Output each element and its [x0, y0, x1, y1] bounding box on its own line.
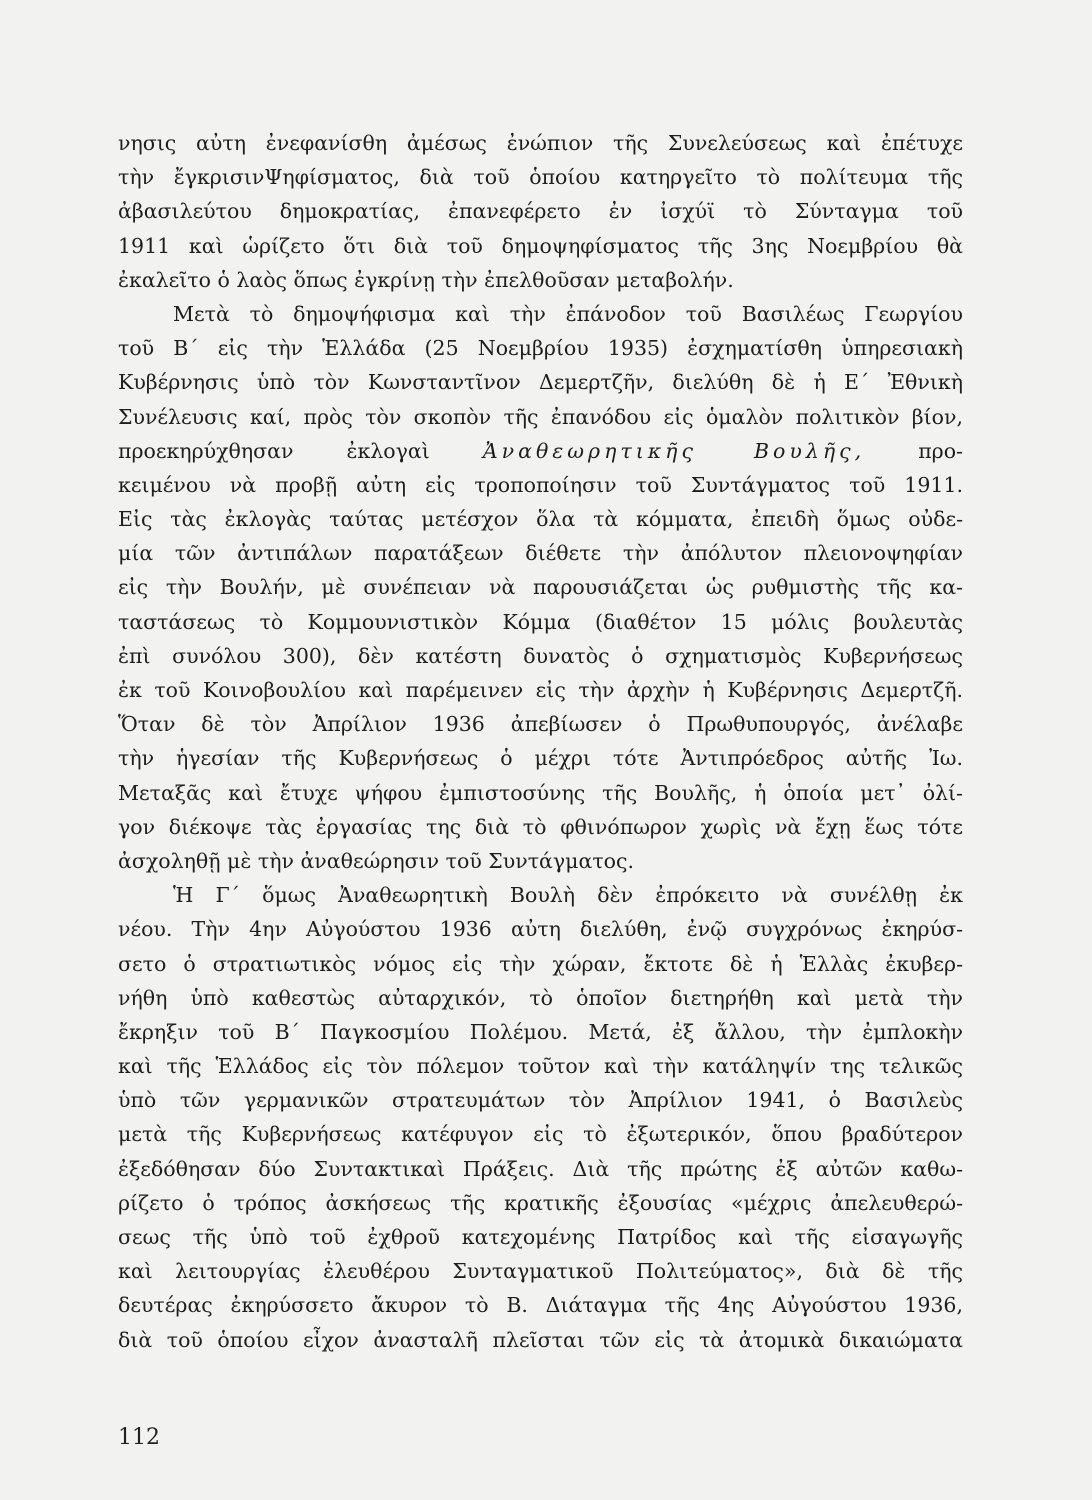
text-line: κειμένου νὰ προβῇ αὐτη εἰς τροποποίησιν τοῦ Συντάγματος τοῦ 1911. [118, 472, 963, 497]
text-line: μετὰ τῆς Κυβερνήσεως κατέφυγον εἰς τὸ ἐξωτερικόν, ὅπου βραδύτερον [118, 1122, 963, 1147]
text-line: Μεταξᾶς καὶ ἔτυχε ψήφου ἐμπιστοσύνης τῆς Βουλῆς, ἡ ὁποία μετ᾽ ὀλί- [118, 780, 963, 805]
text-line: Συνέλευσις καί, πρὸς τὸν σκοπὸν τῆς ἐπανόδου εἰς ὁμαλὸν πολιτικὸν βίον, [118, 404, 963, 429]
text-line: ταστάσεως τὸ Κομμουνιστικὸν Κόμμα (διαθέτον 15 μόλις βουλευτὰς [118, 609, 963, 634]
text-line: 1911 καὶ ὡρίζετο ὅτι διὰ τοῦ δημοψηφίσματος τῆς 3ης Νοεμβρίου θὰ [118, 233, 963, 258]
text-line: Κυβέρνησις ὑπὸ τὸν Κωνσταντῖνον Δεμερτζῆν, διελύθη δὲ ἡ Ε΄ Ἐθνικὴ [118, 370, 963, 395]
text-line: Ὅταν δὲ τὸν Ἀπρίλιον 1936 ἀπεβίωσεν ὁ Πρωθυπουργός, ἀνέλαβε [118, 712, 963, 737]
text-line: μία τῶν ἀντιπάλων παρατάξεων διέθετε τὴν ἀπόλυτον πλειονοψηφίαν [118, 541, 963, 566]
text-line: σετο ὁ στρατιωτικὸς νόμος εἰς τὴν χώραν, ἔκτοτε δὲ ἡ Ἑλλὰς ἐκυβερ- [118, 951, 963, 976]
text-line: ἐκ τοῦ Κοινοβουλίου καὶ παρέμεινεν εἰς τὴν ἀρχὴν ἡ Κυβέρνησις Δεμερτζῆ. [118, 678, 963, 702]
text-line: Μετὰ τὸ δημοψήφισμα καὶ τὴν ἐπάνοδον τοῦ Βασιλέως Γεωργίου [173, 301, 963, 326]
text-line: νέου. Τὴν 4ην Αὐγούστου 1936 αὐτη διελύθη, ἐνῷ συγχρόνως ἐκηρύσ- [118, 917, 963, 942]
text-line: ἐξεδόθησαν δύο Συντακτικαὶ Πράξεις. Διὰ τῆς πρώτης ἐξ αὐτῶν καθω- [118, 1156, 963, 1181]
text-line: τὴν ἡγεσίαν τῆς Κυβερνήσεως ὁ μέχρι τότε Ἀντιπρόεδρος αὐτῆς Ἰω. [118, 746, 963, 771]
text-line: γον διέκοψε τὰς ἐργασίας της διὰ τὸ φθινόπωρον χωρὶς νὰ ἔχῃ ἕως τότε [118, 814, 963, 839]
text-line: καὶ λειτουργίας ἐλευθέρου Συνταγματικοῦ Πολιτεύματος», διὰ δὲ τῆς [118, 1259, 963, 1284]
text-line: ἀβασιλεύτου δημοκρατίας, ἐπανεφέρετο ἐν ἰσχύϊ τὸ Σύνταγμα τοῦ [118, 199, 963, 224]
text-line: Εἰς τὰς ἐκλογὰς ταύτας μετέσχον ὅλα τὰ κόμματα, ἐπειδὴ ὅμως οὐδε- [118, 507, 963, 532]
emphasized-text: Ἀναθεωρητικῆς Βουλῆς, [482, 438, 866, 463]
text-line: ἀσχοληθῇ μὲ τὴν ἀναθεώρησιν τοῦ Συντάγματος. [118, 848, 634, 873]
text-line: τὴν ἔγκρισινΨηφίσματος, διὰ τοῦ ὁποίου κατηργεῖτο τὸ πολίτευμα τῆς [118, 165, 963, 190]
text-run: προεκηρύχθησαν ἐκλογαὶ [118, 438, 430, 463]
text-line: ἔκρηξιν τοῦ Β΄ Παγκοσμίου Πολέμου. Μετά, ἐξ ἄλλου, τὴν ἐμπλοκὴν [118, 1019, 963, 1044]
text-line: σεως τῆς ὑπὸ τοῦ ἐχθροῦ κατεχομένης Πατρίδος καὶ τῆς εἰσαγωγῆς [118, 1225, 963, 1249]
text-line-mixed [118, 434, 963, 468]
text-line: διὰ τοῦ ὁποίου εἶχον ἀνασταλῆ πλεῖσται τῶν εἰς τὰ ἀτομικὰ δικαιώματα [118, 1327, 963, 1352]
page-number: 112 [118, 1425, 160, 1450]
text-line: νήθη ὑπὸ καθεστὼς αὐταρχικόν, τὸ ὁποῖον διετηρήθη καὶ μετὰ τὴν [118, 985, 963, 1010]
text-line: Ἡ Γ΄ ὅμως Ἀναθεωρητικὴ Βουλὴ δὲν ἐπρόκειτο νὰ συνέλθῃ ἐκ [173, 883, 963, 908]
text-run: προ- [918, 438, 963, 463]
text-line: τοῦ Β΄ εἰς τὴν Ἑλλάδα (25 Νοεμβρίου 1935) ἐσχηματίσθη ὑπηρεσιακὴ [118, 336, 963, 361]
text-line: νησις αὐτη ἐνεφανίσθη ἀμέσως ἐνώπιον τῆς Συνελεύσεως καὶ ἐπέτυχε [118, 131, 963, 155]
text-line: ὑπὸ τῶν γερμανικῶν στρατευμάτων τὸν Ἀπρίλιον 1941, ὁ Βασιλεὺς [118, 1088, 963, 1113]
text-line: καὶ τῆς Ἑλλάδος εἰς τὸν πόλεμον τοῦτον καὶ τὴν κατάληψίν της τελικῶς [118, 1054, 963, 1079]
text-line: ρίζετο ὁ τρόπος ἀσκήσεως τῆς κρατικῆς ἐξουσίας «μέχρις ἀπελευθερώ- [118, 1190, 963, 1215]
body-text [118, 126, 963, 1357]
text-line: εἰς τὴν Βουλήν, μὲ συνέπειαν νὰ παρουσιάζεται ὡς ρυθμιστὴς τῆς κα- [118, 575, 963, 600]
text-line: ἐκαλεῖτο ὁ λαὸς ὅπως ἐγκρίνῃ τὴν ἐπελθοῦσαν μεταβολήν. [118, 267, 734, 292]
text-line: ἐπὶ συνόλου 300), δὲν κατέστη δυνατὸς ὁ σχηματισμὸς Κυβερνήσεως [118, 643, 963, 668]
text-line: δευτέρας ἐκηρύσσετο ἄκυρον τὸ Β. Διάταγμα τῆς 4ης Αὐγούστου 1936, [118, 1293, 963, 1318]
